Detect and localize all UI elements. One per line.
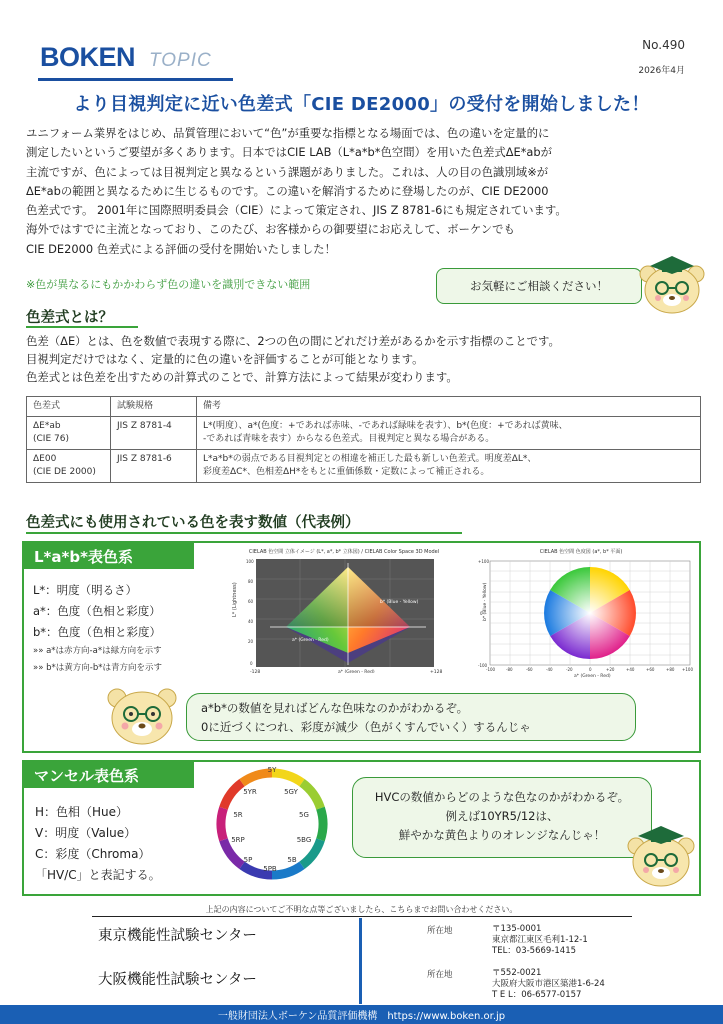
svg-text:+40: +40: [626, 667, 635, 672]
svg-text:60: 60: [248, 599, 254, 604]
address-label: 所在地: [427, 970, 453, 980]
munsell-definitions: [35, 802, 161, 886]
phone-number: TEL：03-5669-1415: [492, 946, 577, 956]
footer-divider: [359, 918, 362, 1004]
color-difference-table: [26, 396, 701, 483]
mascot-bear-icon: [624, 820, 698, 890]
svg-text:+80: +80: [666, 667, 675, 672]
cielab-3d-diagram: [230, 555, 458, 673]
svg-text:-80: -80: [506, 667, 513, 672]
intro-line: 海外ではすでに主流となっており、このたび、お客様からの御要望にお応えして、ボーケンでも: [26, 222, 515, 237]
definition-line: 色差（ΔE）とは、色を数値で表現する際に、2つの色の間にどれだけ差があるかを示す指標のことです。: [26, 334, 560, 348]
svg-text:a* (Green - Red): a* (Green - Red): [292, 638, 329, 643]
section-underline: [26, 326, 138, 328]
bubble-line: HVCの数値からどのような色なのかがわかるぞ。: [374, 790, 630, 804]
svg-text:+100: +100: [478, 559, 489, 564]
street-address: 東京都江東区毛利1-12-1: [492, 935, 588, 945]
lab-note: »» a*は赤方向-a*は緑方向を示す: [33, 646, 162, 656]
formula-name: ΔE*ab: [33, 421, 61, 431]
munsell-speech-bubble: [352, 777, 652, 858]
cielab-2d-figure: [466, 548, 696, 678]
axis-label-l: L* (Lightness): [232, 582, 238, 617]
osaka-center-name: 大阪機能性試験センター: [98, 972, 257, 988]
formula-name: ΔE00: [33, 454, 57, 464]
svg-text:-40: -40: [546, 667, 553, 672]
bubble-line: 例えば10YR5/12は、: [445, 809, 559, 823]
section-title-color-values: 色差式にも使用されている色を表す数値（代表例）: [26, 515, 360, 531]
table-header: 色差式: [27, 397, 111, 417]
hue-label: 5BG: [296, 836, 312, 844]
tokyo-address: [492, 924, 588, 957]
bubble-line: a*b*の数値を見ればどんな色味なのかがわかるぞ。: [201, 701, 469, 715]
lab-item: L*：明度（明るさ）: [33, 583, 138, 597]
definition-text: [26, 332, 706, 386]
intro-text: [26, 124, 706, 259]
definition-line: 目視判定だけではなく、定量的に色の違いを評価することが可能となります。: [26, 352, 424, 366]
hue-label: 5YR: [243, 788, 257, 796]
note-line: L*a*b*の弱点である目視判定との相違を補正した最も新しい色差式。明度差ΔL*、: [203, 454, 537, 464]
logo-underline: [38, 78, 233, 81]
cielab-2d-diagram: [466, 555, 696, 679]
table-cell: [197, 450, 701, 483]
munsell-item: C：彩度（Chroma）: [35, 847, 151, 861]
consult-banner: お気軽にご相談ください！: [436, 268, 642, 304]
bubble-line: 0に近づくにつれ、彩度が減少（色がくすんでいく）するんじゃ: [201, 720, 531, 734]
munsell-item: 「HV/C」と表記する。: [35, 868, 161, 882]
note-line: 彩度差ΔC*、色相差ΔH*をもとに重価係数・定数によって補正される。: [203, 467, 490, 477]
intro-line: ユニフォーム業界をはじめ、品質管理において“色”が重要な指標となる場面では、色の違いを定量的に: [26, 126, 550, 140]
figure-title: CIELAB 色空間 色度図 (a*, b* 平面): [539, 549, 623, 555]
lab-panel-tab: L*a*b*表色系: [24, 543, 194, 569]
svg-text:+100: +100: [682, 667, 693, 672]
lab-item: b*：色度（色相と彩度）: [33, 625, 162, 639]
osaka-address: [492, 968, 605, 1001]
svg-text:40: 40: [248, 619, 254, 624]
hue-label: 5B: [287, 856, 297, 864]
intro-footnote: ※色が異なるにもかかわらず色の違いを識別できない範囲: [26, 278, 311, 291]
table-cell: JIS Z 8781-6: [111, 450, 197, 483]
svg-text:-20: -20: [566, 667, 573, 672]
phone-number: T E L：06-6577-0157: [492, 990, 582, 1000]
figure-title: CIELAB 色空間 立体イメージ (L*, a*, b* 立体図) / CIELAB Color Space 3D Model: [248, 549, 440, 555]
section-title-color-difference: 色差式とは？: [26, 310, 113, 326]
svg-text:0: 0: [589, 667, 592, 672]
intro-line: 主流ですが、色によっては目視判定と異なるという課題がありました。これは、人の目の色識別域※が: [26, 164, 549, 179]
table-row: [27, 417, 701, 450]
address-label: 所在地: [427, 926, 453, 936]
svg-text:0: 0: [250, 661, 253, 666]
note-line: L*(明度）、a*(色度：+であれば赤味、-であれば緑味を表す）、b*(色度：+であれば黄味、: [203, 421, 568, 431]
section-underline: [26, 532, 462, 534]
mascot-bear-icon: [636, 252, 708, 316]
munsell-item: V：明度（Value）: [35, 826, 137, 840]
table-cell: [197, 417, 701, 450]
topic-logo-text: TOPIC: [149, 50, 212, 71]
svg-text:80: 80: [248, 579, 254, 584]
intro-line: CIE DE2000 色差式による評価の受付を開始いたしました！: [26, 241, 336, 256]
formula-sub: (CIE DE 2000): [33, 467, 96, 477]
svg-text:-100: -100: [486, 667, 496, 672]
lab-note: »» b*は黄方向-b*は青方向を示す: [33, 663, 162, 673]
zip-code: 〒135-0001: [492, 924, 542, 934]
table-row: [27, 450, 701, 483]
intro-line: 色差式です。 2001年に国際照明委員会（CIE）によって策定され、JIS Z 8781-6にも規定されています。: [26, 203, 567, 218]
svg-text:+128: +128: [430, 670, 443, 673]
issue-date: 2026年4月: [638, 66, 685, 76]
svg-text:0: 0: [480, 611, 483, 616]
formula-sub: (CIE 76): [33, 434, 69, 444]
zip-code: 〒552-0021: [492, 968, 542, 978]
munsell-hue-wheel: [208, 763, 336, 885]
lab-item: a*：色度（色相と彩度）: [33, 604, 161, 618]
footer-rule: [92, 916, 632, 917]
svg-text:a* (Green - Red): a* (Green - Red): [338, 670, 375, 673]
hue-label: 5GY: [284, 788, 298, 796]
definition-line: 色差式とは色差を出すための計算式のことで、計算方法によって結果が変わります。: [26, 370, 458, 384]
boken-logo: BOKEN: [40, 42, 136, 72]
svg-text:b* (Blue - Yellow): b* (Blue - Yellow): [380, 600, 419, 605]
table-cell: [27, 417, 111, 450]
cielab-3d-figure: [230, 548, 458, 672]
svg-text:-128: -128: [250, 670, 261, 673]
headline: より目視判定に近い色差式「CIE DE2000」の受付を開始しました！: [73, 94, 650, 115]
table-cell: JIS Z 8781-4: [111, 417, 197, 450]
axis-label-a: a* (Green - Red): [574, 674, 611, 679]
x-ticks: [486, 667, 693, 672]
tokyo-center-name: 東京機能性試験センター: [98, 928, 257, 944]
svg-text:+20: +20: [606, 667, 615, 672]
svg-text:100: 100: [246, 559, 254, 564]
axis-label-b: b* (Blue - Yellow): [483, 582, 488, 621]
intro-line: ΔE*abの範囲と異なるために生じるものです。この違いを解消するために登場したのが、CIE DE2000: [26, 183, 549, 198]
table-header: 試験規格: [111, 397, 197, 417]
note-line: -であれば青味を表す）からなる色差式。目視判定と異なる場合がある。: [203, 434, 495, 444]
svg-text:+60: +60: [646, 667, 655, 672]
mascot-bear-icon: [103, 684, 181, 748]
svg-text:-60: -60: [526, 667, 533, 672]
contact-note: 上記の内容についてご不明な点等ございましたら、こちらまでお問い合わせください。: [205, 905, 518, 914]
organization-footer-bar: 一般財団法人ボーケン品質評価機構 https://www.boken.or.jp: [0, 1005, 723, 1024]
street-address: 大阪府大阪市港区築港1-6-24: [492, 979, 605, 989]
hue-label: 5Y: [267, 766, 277, 774]
bubble-line: 鮮やかな黄色よりのオレンジなんじゃ！: [398, 828, 606, 842]
svg-text:20: 20: [248, 639, 254, 644]
munsell-panel-tab: マンセル表色系: [24, 762, 194, 788]
hue-label: 5R: [233, 811, 243, 819]
munsell-item: H：色相（Hue）: [35, 805, 129, 819]
hue-label: 5G: [299, 811, 309, 819]
hue-label: 5PB: [263, 865, 277, 873]
hue-label: 5P: [243, 856, 253, 864]
table-header: 備考: [197, 397, 701, 417]
table-header-row: [27, 397, 701, 417]
table-cell: [27, 450, 111, 483]
svg-text:-100: -100: [478, 663, 488, 668]
intro-line: 測定したいというご要望が多くあります。日本ではCIE LAB（L*a*b*色空間）を用いた色差式ΔE*abが: [26, 145, 553, 160]
lab-speech-bubble: [186, 693, 636, 741]
hue-label: 5RP: [231, 836, 245, 844]
lab-definitions: [33, 580, 162, 677]
issue-number: No.490: [642, 38, 685, 52]
